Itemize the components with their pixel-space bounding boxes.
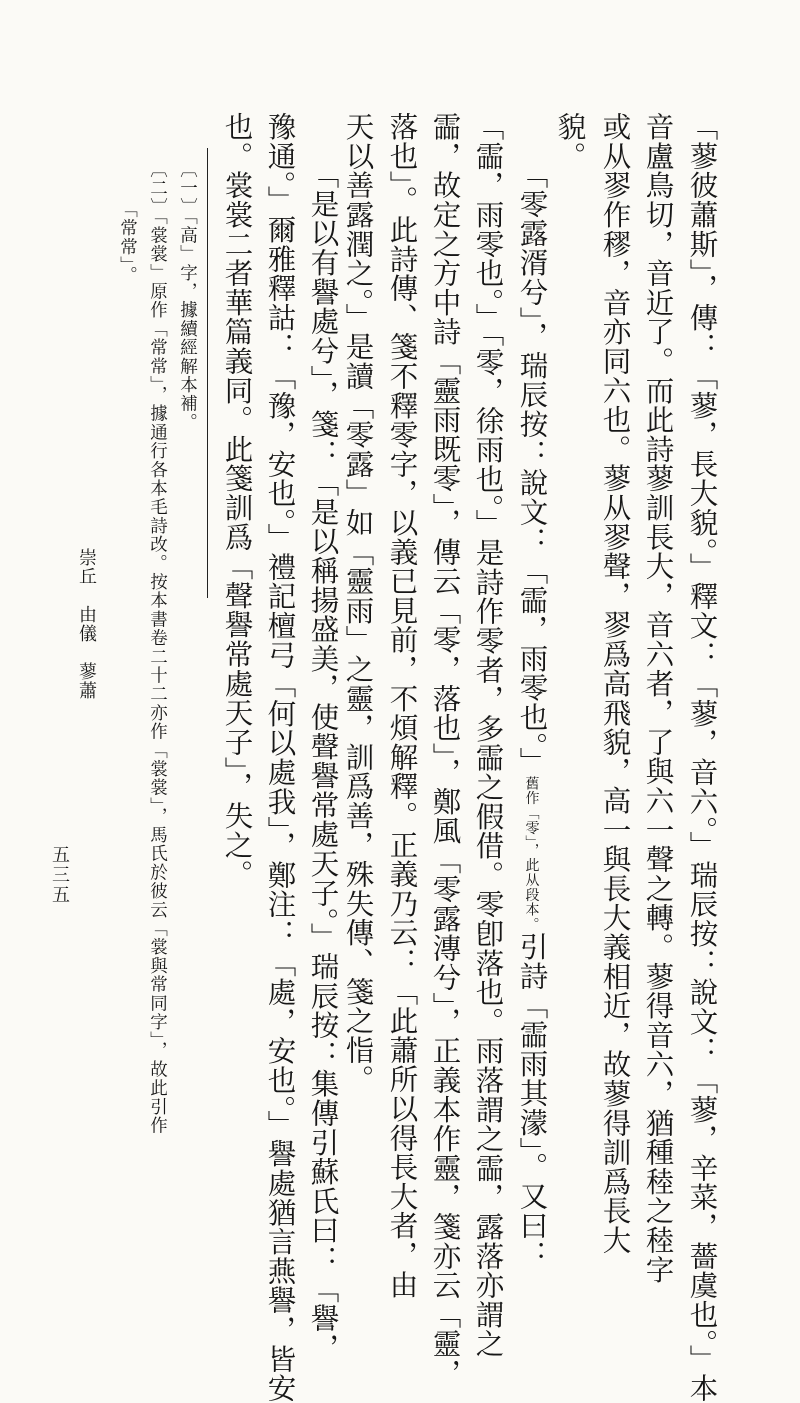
text-column-6: 「霝，雨零也。」「零，徐雨也。」是詩作零者，多霝之假借。零卽落也。雨落謂之霝，露落亦謂之 [471,112,505,1359]
text-column-8: 落也」。此詩傳、箋不釋零字，以義已見前，不煩解釋。正義乃云：「此蕭所以得長大者，由 [385,112,419,1300]
text-column-2: 音盧鳥切，音近了。而此詩蓼訓長大，音六者，了與六一聲之轉。蓼得音六，猶種稑之稑字 [641,112,675,1284]
text-column-1: 「蓼彼蕭斯」，傳：「蓼，長大貌。」釋文：「蓼，音六。」瑞辰按：說文：「蓼，辛菜，薔虞也。」本 [685,112,719,1403]
footnote-1: 〔一〕「高」字，據續經解本補。 [177,160,198,432]
text-column-11: 豫通。」爾雅釋詁：「豫，安也。」禮記檀弓「何以處我」，鄭注：「處，安也。」譽處猶言燕譽，皆安 [263,112,297,1403]
footnote-2-continuation: 「常常」。 [117,200,138,285]
text-column-4: 貌。 [553,112,587,171]
text-column-3: 或从翏作穋，音亦同六也。蓼从翏聲，翏爲高飛貌，高⼀與長大義相近，故蓼得訓爲長大 [598,112,632,1255]
page-number: 五三五 [49,845,70,905]
text-column-12: 也。裳裳⼆者華篇義同。此箋訓爲「聲譽常處天子」，失之。 [220,112,254,889]
column-5-rest: 引詩「霝雨其濛」。又曰： [515,931,549,1270]
running-header: 崇丘 由儀 蓼蕭 [76,548,97,700]
footnote-divider [207,148,208,598]
text-column-5 [515,160,549,1270]
text-column-9: 天以善露潤之。」是讀「零露」如「靈雨」之靈，訓爲善，殊失傳、箋之恉。 [341,112,375,1094]
footnote-2: 〔二〕「裳裳」原作「常常」，據通行各本毛詩改。按本書卷二十二亦作「裳裳」，馬氏於彼云「裳與常同字」，故此引作 [147,160,168,1135]
text-column-7: 霝，故定之方中詩「靈雨既零」，傳云「零，落也」，鄭風「零露漙兮」，正義本作靈，箋亦云「靈， [428,112,462,1388]
column-5-note: 舊作「零」，此从段本。 [523,776,540,932]
column-5-main: 「零露湑兮」，瑞辰按：說文：「霝，雨零也。」 [515,160,549,777]
text-column-10: 「是以有譽處兮」，箋：「是以稱揚盛美，使聲譽常處天子。」瑞辰按：集傳引蘇氏曰：「譽， [306,160,340,1363]
